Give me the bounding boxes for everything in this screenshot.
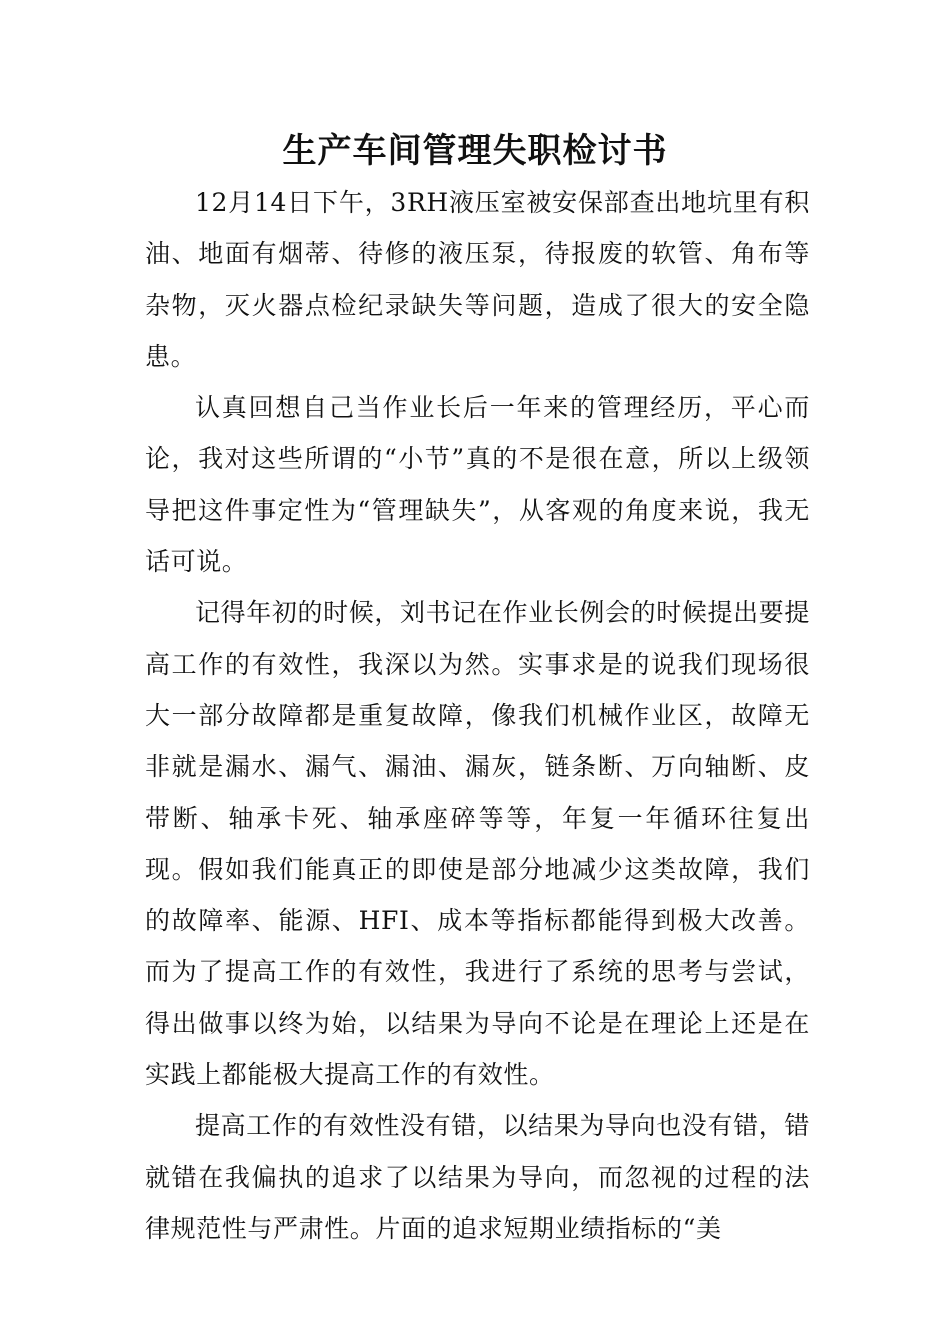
document-title: 生产车间管理失职检讨书 [282, 131, 668, 171]
paragraph-mistake: 提高工作的有效性没有错，以结果为导向也没有错，错就错在我偏执的追求了以结果为导向，而忽视的过程的法律规范性与严肃性。片面的追求短期业绩指标的“美 [145, 1111, 810, 1243]
paragraph-effectiveness: 记得年初的时候，刘书记在作业长例会的时候提出要提高工作的有效性，我深以为然。实事求是的说我们现场很大一部分故障都是重复故障，像我们机械作业区，故障无非就是漏水、漏气、漏油、漏灰，链条断、万向轴断、皮带断、轴承卡死、轴承座碎等等，年复一年循环往复出现。假如我们能真正的即使是部分地减少这类故障，我们的故障率、能源、HFI、成本等指标都能得到极大改善。而为了提高工作的有效性，我进行了系统的思考与尝试，得出做事以终为始，以结果为导向不论是在理论上还是在实践上都能极大提高工作的有效性。 [145, 598, 810, 1090]
paragraph-incident: 12月14日下午，3RH液压室被安保部查出地坑里有积油、地面有烟蒂、待修的液压泵，待报废的软管、角布等杂物，灭火器点检纪录缺失等问题，造成了很大的安全隐患。 [145, 188, 810, 371]
paragraph-reflection: 认真回想自己当作业长后一年来的管理经历，平心而论，我对这些所谓的“小节”真的不是很在意，所以上级领导把这件事定性为“管理缺失”，从客观的角度来说，我无话可说。 [145, 393, 810, 577]
document-body [145, 177, 810, 1254]
